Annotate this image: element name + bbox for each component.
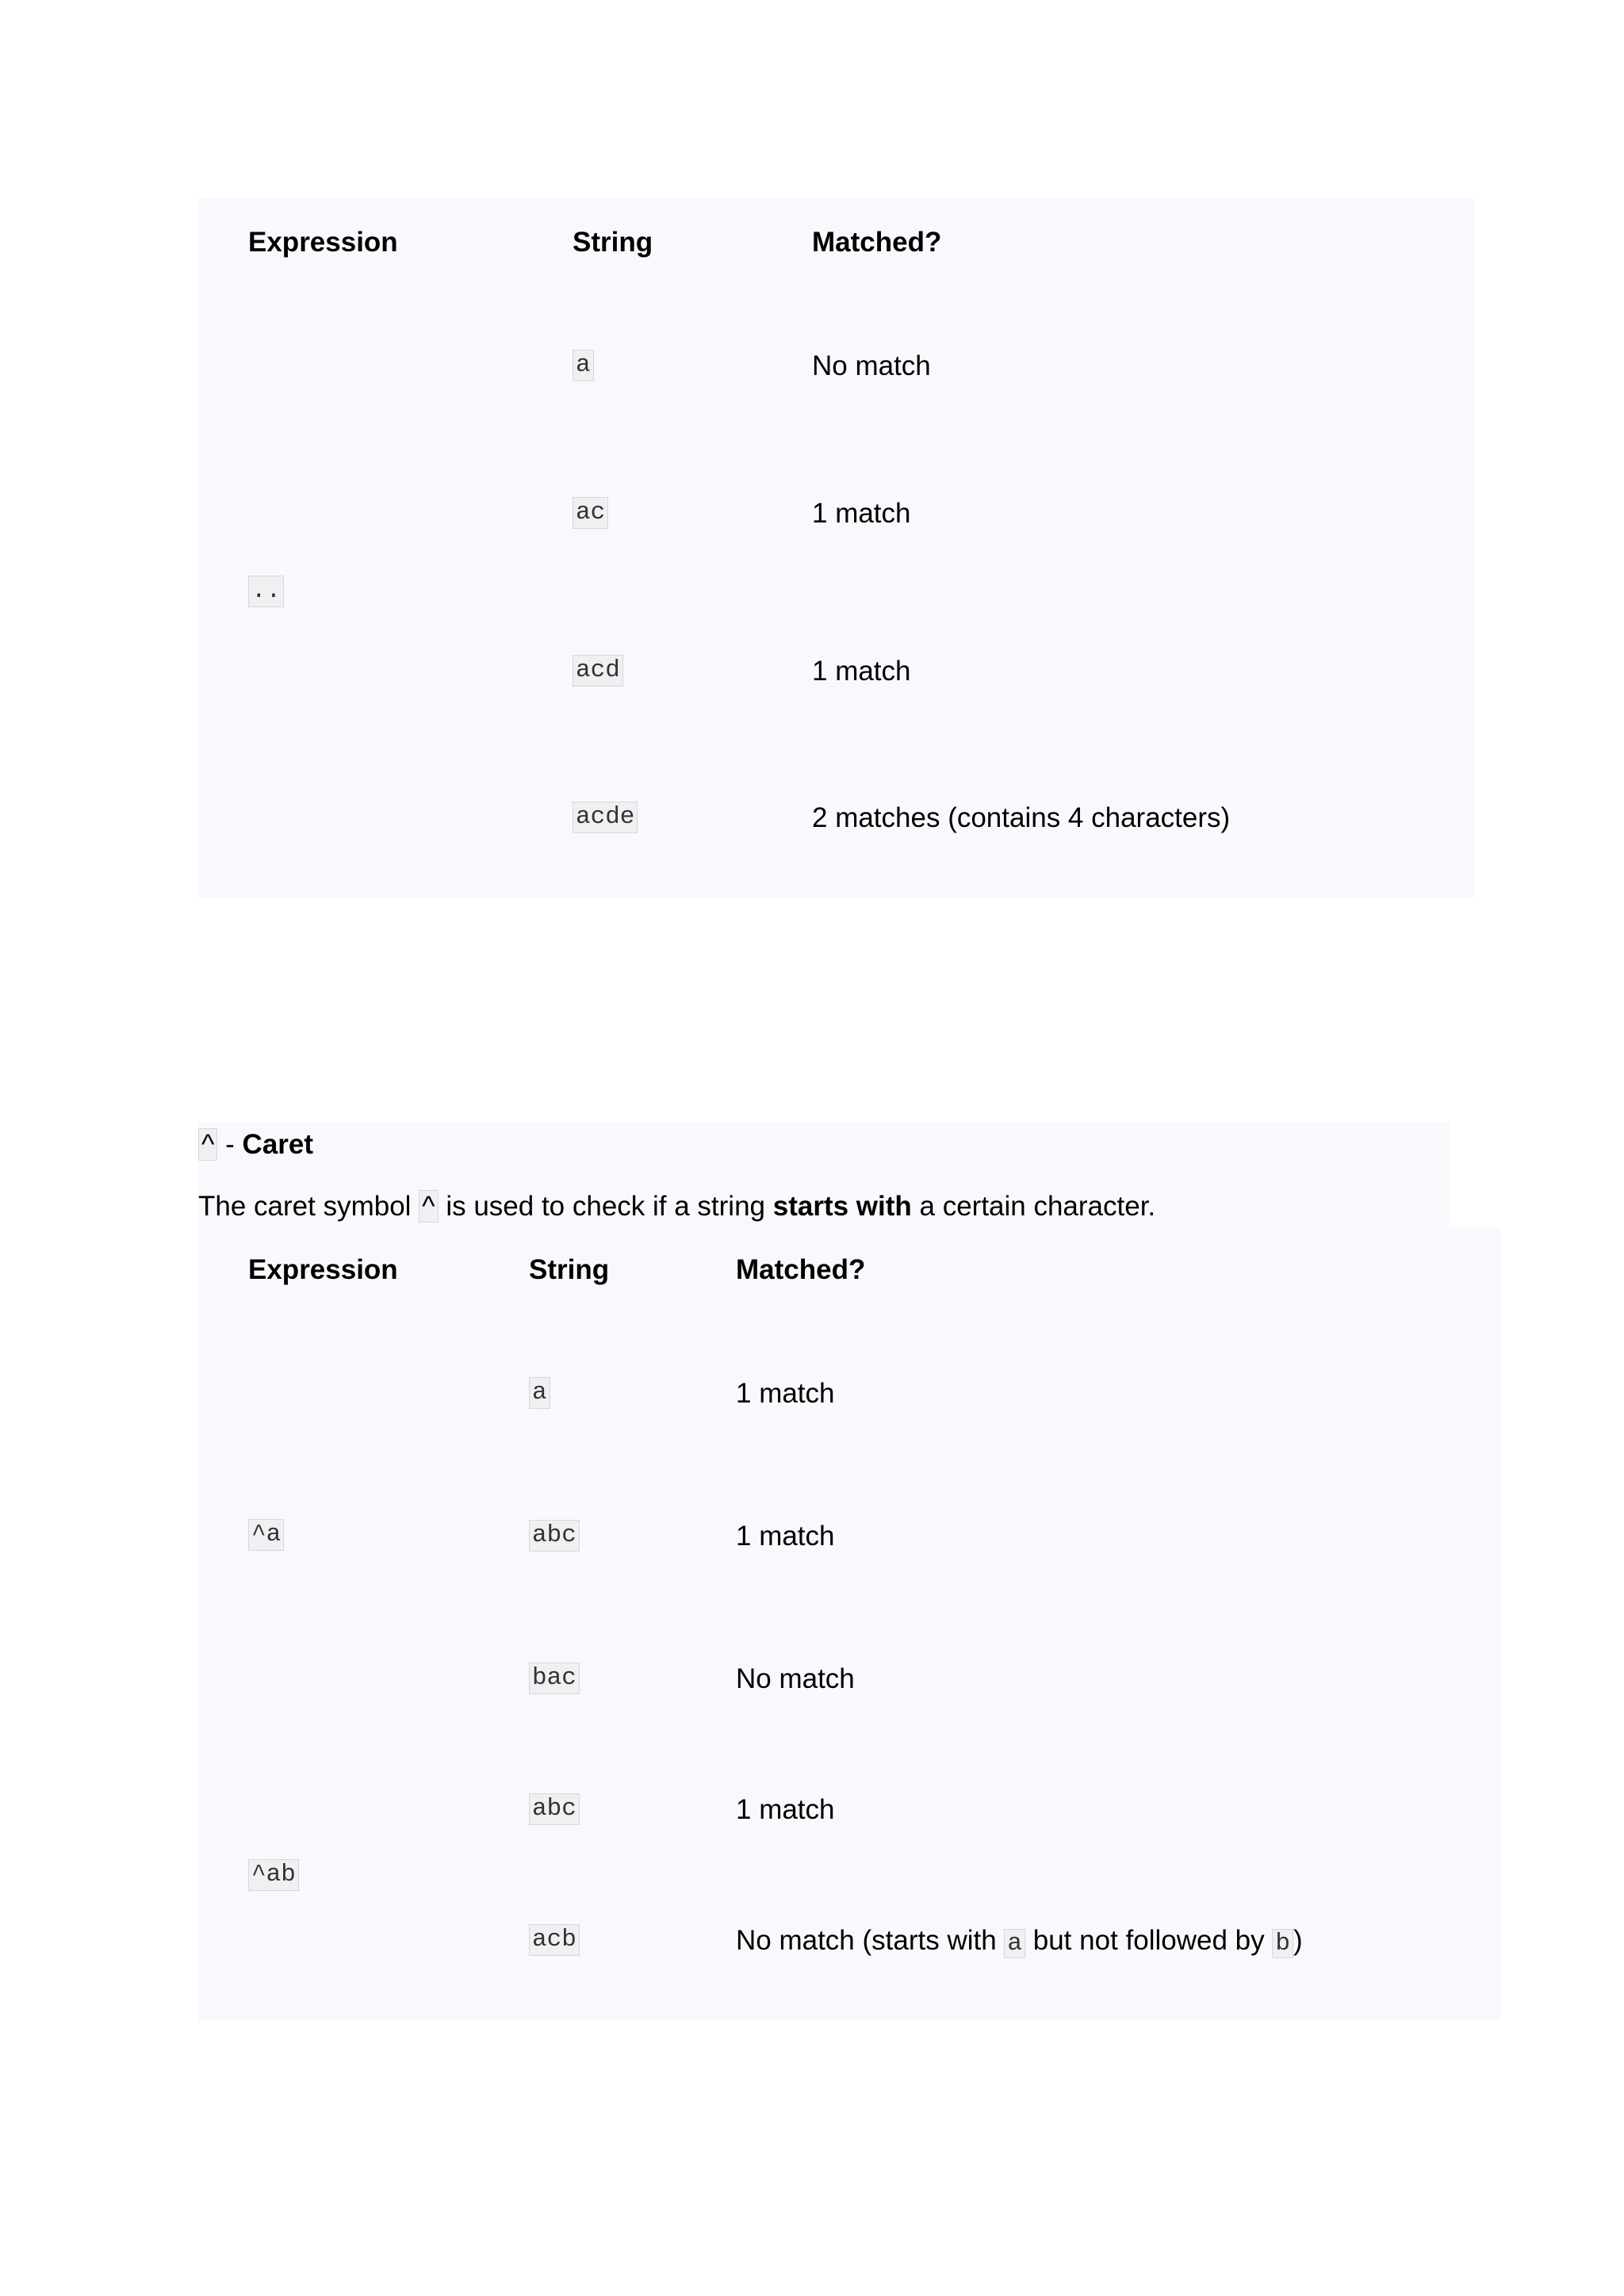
- table-1-row-4-string: acde: [573, 802, 638, 833]
- row-5-matched-before: No match (starts with: [736, 1925, 1005, 1956]
- table-2-header-matched: Matched?: [736, 1254, 866, 1285]
- table-2-row-3-string: bac: [529, 1663, 580, 1694]
- table-1-row-2-string: ac: [573, 497, 608, 529]
- caret-description: [198, 1191, 1155, 1223]
- table-2-row-4-matched: 1 match: [736, 1794, 835, 1825]
- table-2: [198, 1227, 1501, 2020]
- table-2-row-1-string: a: [529, 1377, 550, 1409]
- table-1-row-3-string: acd: [573, 655, 623, 687]
- table-1-row-2-matched: 1 match: [812, 498, 911, 529]
- table-1-row-3-matched: 1 match: [812, 656, 911, 687]
- caret-desc-middle: is used to check if a string: [438, 1191, 773, 1222]
- row-5-matched-after: ): [1293, 1925, 1303, 1956]
- table-1-expression: ..: [248, 576, 284, 607]
- table-1-header-expression: Expression: [248, 227, 398, 258]
- row-5-matched-middle: but not followed by: [1025, 1925, 1273, 1956]
- caret-heading-title: Caret: [242, 1129, 314, 1160]
- table-1-header-string: String: [573, 227, 653, 258]
- caret-heading-dash: -: [217, 1129, 243, 1160]
- caret-desc-bold: starts with: [772, 1191, 912, 1222]
- row-5-matched-code-b: b: [1272, 1929, 1293, 1958]
- table-1-row-4-matched: 2 matches (contains 4 characters): [812, 802, 1231, 833]
- table-1-row-1-string: a: [573, 350, 594, 381]
- caret-desc-before: The caret symbol: [198, 1191, 419, 1222]
- caret-symbol: ^: [198, 1128, 217, 1161]
- table-2-group-2-expression: ^ab: [248, 1859, 299, 1891]
- table-2-row-5-string: acb: [529, 1924, 580, 1956]
- table-2-row-3-matched: No match: [736, 1663, 855, 1694]
- table-2-row-1-matched: 1 match: [736, 1378, 835, 1409]
- table-2-group-1-expression: ^a: [248, 1519, 284, 1551]
- table-2-header-expression: Expression: [248, 1254, 398, 1285]
- table-2-header-string: String: [529, 1254, 610, 1285]
- table-1-row-1-matched: No match: [812, 350, 931, 381]
- row-5-matched-code-a: a: [1004, 1929, 1025, 1958]
- caret-desc-after: a certain character.: [911, 1191, 1156, 1222]
- table-2-row-2-matched: 1 match: [736, 1521, 835, 1552]
- table-2-row-2-string: abc: [529, 1520, 580, 1552]
- table-1: [198, 198, 1475, 897]
- table-2-row-4-string: abc: [529, 1793, 580, 1825]
- caret-heading: [198, 1129, 313, 1161]
- table-2-row-5-matched: [736, 1925, 1303, 1958]
- caret-desc-symbol: ^: [419, 1190, 438, 1223]
- table-1-header-matched: Matched?: [812, 227, 942, 258]
